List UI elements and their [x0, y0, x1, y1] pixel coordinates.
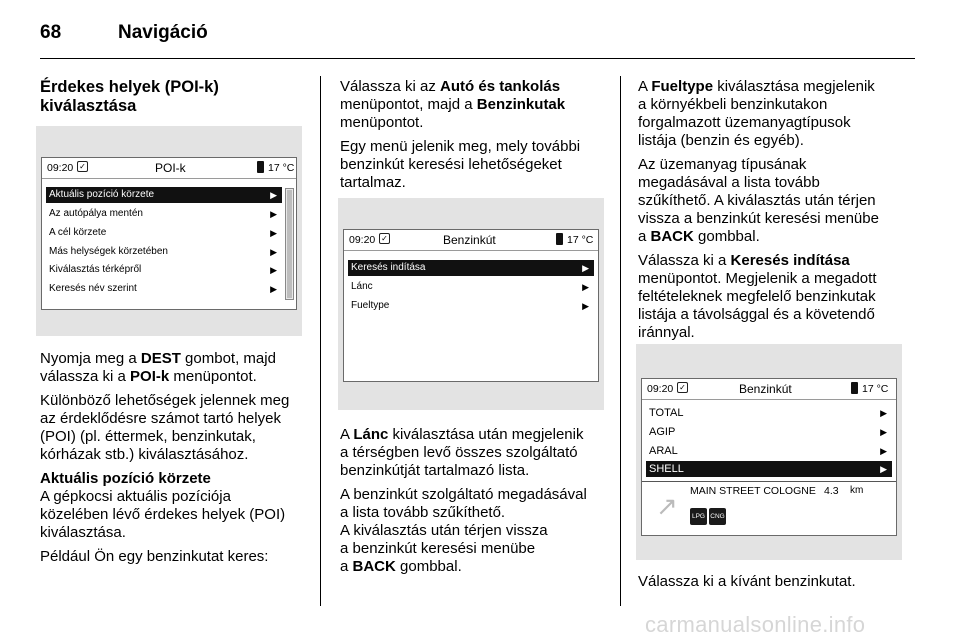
phone-icon — [257, 161, 264, 173]
column-1 — [40, 78, 310, 116]
arrow-right-icon: ▶ — [270, 228, 277, 238]
screen-title: POI-k — [155, 161, 186, 175]
keyword: Fueltype — [651, 78, 714, 95]
watermark: carmanualsonline.info — [645, 612, 866, 637]
menu-item[interactable]: Más helységek körzetében ▶ — [46, 244, 282, 260]
temperature: 17 °C — [268, 162, 295, 174]
menu-item[interactable]: AGIP ▶ — [649, 426, 887, 438]
arrow-right-icon: ▶ — [880, 464, 887, 474]
subheading: Aktuális pozíció körzete — [40, 470, 211, 487]
clock-icon: ✓ — [77, 161, 88, 172]
arrow-right-icon: ▶ — [582, 263, 589, 273]
menu-item[interactable]: Kiválasztás térképről ▶ — [46, 262, 282, 278]
paragraph: Az üzemanyag típusának megadásával a lista tovább szűkíthető. A kiválasztás után térjen vissza a benzinkút keresési menübe a BACK gombbal. — [638, 156, 879, 245]
header-rule — [40, 58, 915, 59]
menu-item[interactable]: TOTAL ▶ — [649, 407, 887, 419]
arrow-right-icon: ▶ — [880, 446, 887, 456]
paragraph: Különböző lehetőségek jelennek meg az érdeklődésre számot tartó helyek (POI) (pl. éttermek, benzinkutak, kórházak stb.) kiválasztásához. — [40, 392, 290, 463]
column-divider-2 — [620, 76, 621, 606]
arrow-right-icon: ▶ — [880, 408, 887, 418]
keyword: Benzinkutak — [476, 96, 566, 113]
station-distance: 4.3 — [824, 485, 839, 497]
arrow-right-icon: ▶ — [270, 265, 277, 275]
column-2-body — [340, 426, 615, 582]
paragraph: Válassza ki az Autó és tankolás menüpontot, majd a Benzinkutak menüpontot. — [340, 78, 566, 131]
menu-item[interactable]: SHELL ▶ — [646, 461, 892, 477]
arrow-right-icon: ▶ — [270, 284, 277, 294]
menu-item[interactable]: Aktuális pozíció körzete ▶ — [46, 187, 282, 203]
temperature: 17 °C — [862, 383, 889, 395]
station-address: MAIN STREET COLOGNE — [690, 485, 816, 497]
keyword: DEST — [140, 350, 181, 367]
menu-item[interactable]: ARAL ▶ — [649, 445, 887, 457]
clock-icon: ✓ — [677, 382, 688, 393]
menu-item[interactable]: Keresés név szerint ▶ — [46, 281, 282, 297]
keyword: BACK — [650, 228, 694, 245]
column-2 — [340, 78, 615, 198]
paragraph: A benzinkút szolgáltató megadásával a lista tovább szűkíthető. A kiválasztás után térjen vissza a benzinkút keresési menübe a BACK gombbal. — [340, 486, 587, 575]
menu-item[interactable]: Lánc ▶ — [348, 279, 594, 295]
screen-title: Benzinkút — [739, 382, 792, 396]
arrow-right-icon: ▶ — [270, 209, 277, 219]
status-divider — [642, 399, 896, 400]
cng-badge: CNG — [709, 508, 726, 525]
scroll-thumb[interactable] — [287, 190, 292, 298]
column-1-body — [40, 350, 315, 572]
section-heading: Érdekes helyek (POI-k) kiválasztása — [40, 78, 219, 115]
keyword: Keresés indítása — [730, 252, 850, 269]
status-divider — [344, 250, 598, 251]
lpg-badge: LPG — [690, 508, 707, 525]
display-poi — [41, 157, 297, 310]
status-bar — [42, 158, 296, 178]
paragraph: Válassza ki a Keresés indítása menüpontot. Megjelenik a megadott feltételeknek megfelelő benzinkutak listája a távolsággal és a követendő iránnyal. — [638, 252, 877, 341]
distance-unit: km — [850, 485, 864, 496]
phone-icon — [556, 233, 563, 245]
paragraph: Egy menü jelenik meg, mely további benzinkút keresési lehetőségeket tartalmaz. — [340, 138, 581, 191]
menu-item[interactable]: Az autópálya mentén ▶ — [46, 206, 282, 222]
clock-time: 09:20 — [349, 234, 376, 246]
paragraph: Például Ön egy benzinkutat keres: — [40, 548, 269, 565]
status-bar — [642, 379, 896, 399]
menu-item[interactable]: A cél körzete ▶ — [46, 225, 282, 241]
page-number: 68 — [40, 22, 62, 43]
screen-title: Benzinkút — [443, 233, 496, 247]
display-benzinkut — [343, 229, 599, 382]
keyword: Lánc — [353, 426, 389, 443]
menu-item[interactable]: Fueltype ▶ — [348, 298, 594, 314]
scrollbar[interactable] — [285, 188, 294, 300]
status-divider — [42, 178, 296, 179]
keyword: Autó és tankolás — [440, 78, 561, 95]
status-bar — [344, 230, 598, 250]
screen-poi — [36, 126, 302, 336]
fuel-badges — [690, 505, 728, 525]
temperature: 17 °C — [567, 234, 594, 246]
paragraph: A gépkocsi aktuális pozíciója közelében lévő érdekes helyek (POI) kiválasztása. — [40, 488, 286, 541]
arrow-right-icon: ▶ — [880, 427, 887, 437]
arrow-right-icon: ▶ — [582, 282, 589, 292]
menu-item[interactable]: Keresés indítása ▶ — [348, 260, 594, 276]
display-station-list — [641, 378, 897, 536]
clock-time: 09:20 — [647, 383, 674, 395]
paragraph: Válassza ki a kívánt benzinkutat. — [638, 573, 856, 590]
arrow-right-icon: ▶ — [582, 301, 589, 311]
arrow-right-icon: ▶ — [270, 247, 277, 257]
keyword: POI-k — [130, 368, 170, 385]
clock-icon: ✓ — [379, 233, 390, 244]
keyword: BACK — [352, 558, 396, 575]
column-divider-1 — [320, 76, 321, 606]
paragraph: A Lánc kiválasztása után megjelenik a térségben levő összes szolgáltató benzinkútját tartalmazó lista. — [340, 426, 584, 479]
page-header — [40, 18, 208, 48]
screen-benzinkut — [338, 198, 604, 410]
column-3-footer — [638, 573, 918, 597]
paragraph: Nyomja meg a DEST gombot, majd válassza ki a POI-k menüpontot. — [40, 350, 276, 385]
screen-station-list — [636, 344, 902, 560]
detail-divider — [642, 481, 896, 482]
phone-icon — [851, 382, 858, 394]
chapter-title: Navigáció — [118, 22, 208, 43]
column-3 — [638, 78, 918, 348]
clock-time: 09:20 — [47, 162, 74, 174]
direction-arrow-icon: ↗ — [656, 491, 678, 521]
arrow-right-icon: ▶ — [270, 190, 277, 200]
paragraph: A Fueltype kiválasztása megjelenik a környékbeli benzinkutakon forgalmazott üzemanyagtípusok listája (benzin és egyéb). — [638, 78, 875, 149]
